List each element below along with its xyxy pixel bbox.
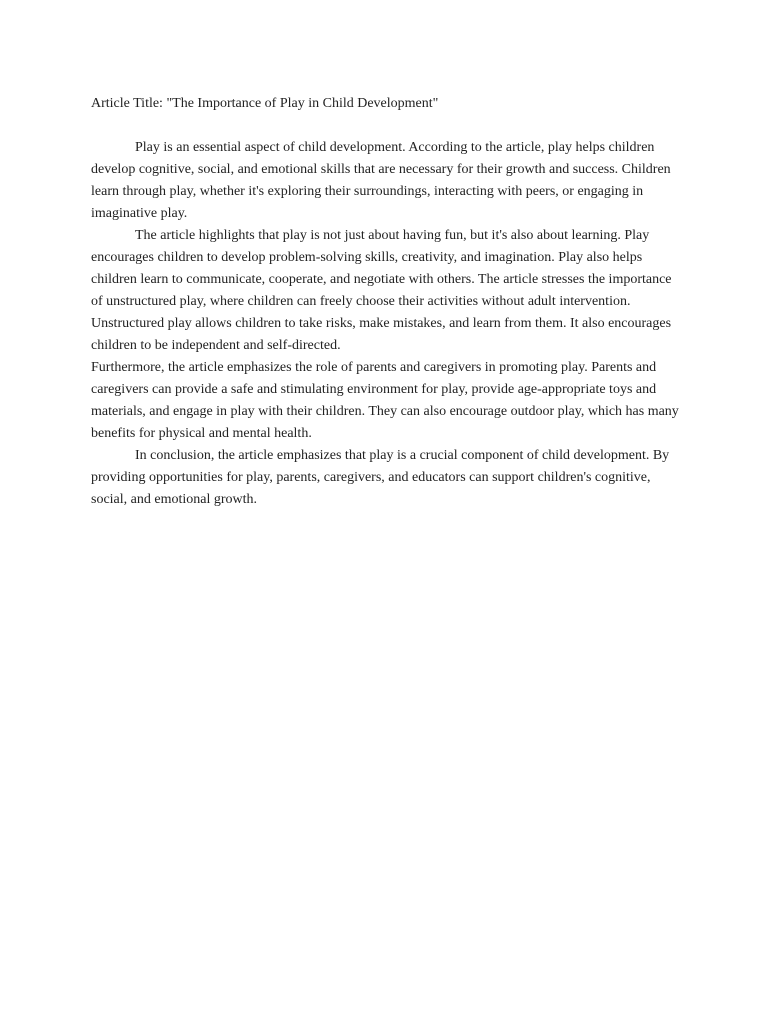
article-title: Article Title: "The Importance of Play in Child Development" <box>91 96 439 111</box>
paragraph-conclusion: In conclusion, the article emphasizes that play is a crucial component of child development. By providing opportunities for play, parents, caregivers, and educators can support children's cognitive, social, and emotional growth. <box>91 448 670 507</box>
paragraph-intro: Play is an essential aspect of child development. According to the article, play helps children develop cognitive, social, and emotional skills that are necessary for their growth and success. Children learn through play, whether it's exploring their surroundings, interacting with peers, or engaging in imaginative play. <box>91 140 671 221</box>
paragraph-learning: The article highlights that play is not just about having fun, but it's also about learning. Play encourages children to develop problem-solving skills, creativity, and imagination. Play also helps children learn to communicate, cooperate, and negotiate with others. The article stresses the importance of unstructured play, where children can freely choose their activities without adult intervention. Unstructured play allows children to take risks, make mistakes, and learn from them. It also encourages children to be independent and self-directed. <box>91 228 672 353</box>
document-body <box>91 93 681 511</box>
paragraph-parents: Furthermore, the article emphasizes the role of parents and caregivers in promoting play. Parents and caregivers can provide a safe and stimulating environment for play, provide age-appropriate toys and materials, and engage in play with their children. They can also encourage outdoor play, which has many benefits for physical and mental health. <box>91 360 679 441</box>
